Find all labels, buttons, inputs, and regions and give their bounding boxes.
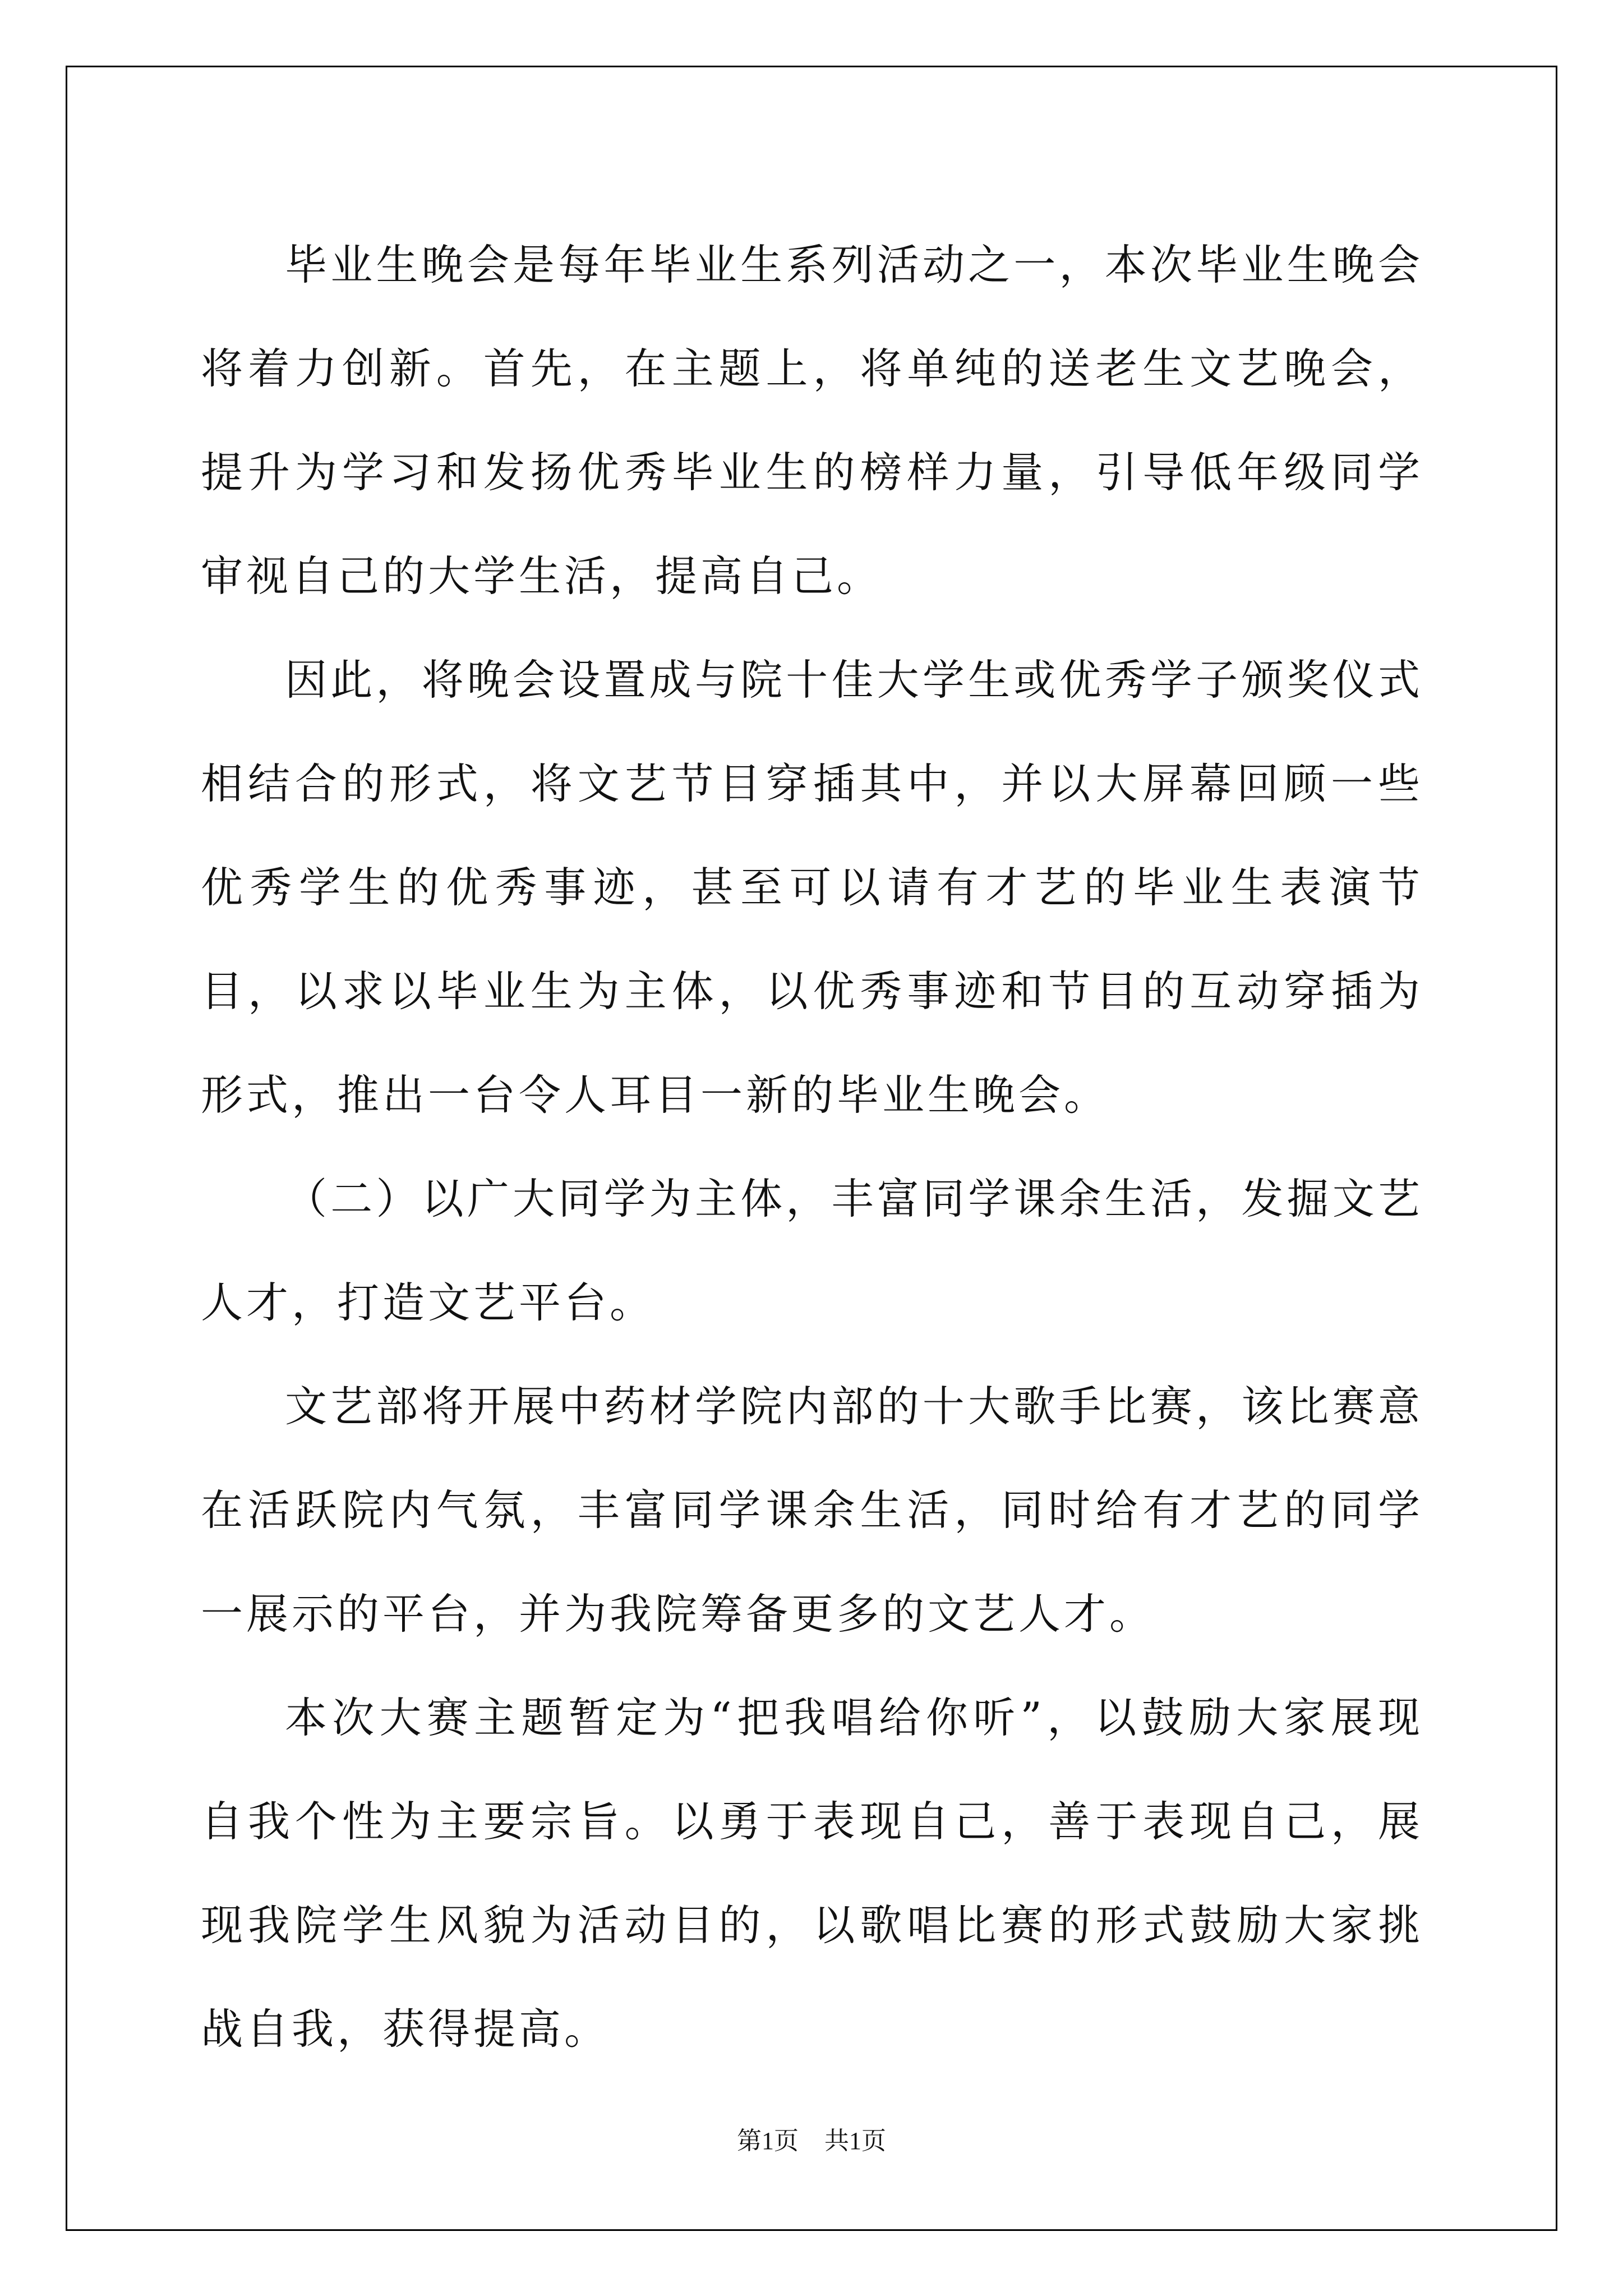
page-footer bbox=[0, 2120, 1623, 2156]
paragraph-1: 毕业生晚会是每年毕业生系列活动之一，本次毕业生晚会将着力创新。首先，在主题上，将单纯的送老生文艺晚会，提升为学习和发扬优秀毕业生的榜样力量，引导低年级同学审视自己的大学生活，提高自己。 bbox=[201, 240, 1423, 601]
paragraph-2: 因此，将晚会设置成与院十佳大学生或优秀学子颁奖仪式相结合的形式，将文艺节目穿插其中，并以大屏幕回顾一些优秀学生的优秀事迹，甚至可以请有才艺的毕业生表演节目，以求以毕业生为主体，以优秀事迹和节目的互动穿插为形式，推出一台令人耳目一新的毕业生晚会。 bbox=[201, 655, 1423, 1120]
paragraph-3: （二）以广大同学为主体，丰富同学课余生活，发掘文艺人才，打造文艺平台。 bbox=[201, 1174, 1423, 1327]
page-total: 共1页 bbox=[824, 2127, 886, 2155]
page-number: 第1页 bbox=[737, 2127, 799, 2155]
document-body bbox=[201, 213, 1423, 2081]
paragraph-5: 本次大赛主题暂定为“把我唱给你听”，以鼓励大家展现自我个性为主要宗旨。以勇于表现自己，善于表现自己，展现我院学生风貌为活动目的，以歌唱比赛的形式鼓励大家挑战自我，获得提高。 bbox=[201, 1693, 1423, 2054]
paragraph-4: 文艺部将开展中药材学院内部的十大歌手比赛，该比赛意在活跃院内气氛，丰富同学课余生活，同时给有才艺的同学一展示的平台，并为我院筹备更多的文艺人才。 bbox=[201, 1382, 1423, 1639]
